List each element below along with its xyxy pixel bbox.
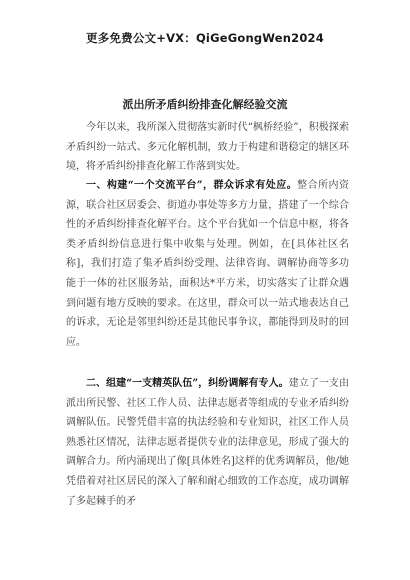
section-text: 建立了一支由派出所民警、社区工作人员、法律志愿者等组成的专业矛盾纠纷调解队伍。民警凭借丰富的执法经验和专业知识，社区工作人员熟悉社区情况，法律志愿者提供专业的法律意见，形成了强大的调解合力。所内涌现出了像[具体姓名]这样的优秀调解员，他/她凭借着对社区居民的深入了解和耐心细致的工作态度，成功调解了多起棘手的矛 — [66, 378, 349, 507]
intro-paragraph: 今年以来，我所深入贯彻落实新时代“枫桥经验”，积极探索矛盾纠纷一站式、多元化解机制，致力于构建和谐稳定的辖区环境，将矛盾纠纷排查化解工作落到实处。 — [66, 122, 349, 173]
section-heading: 一、构建“一个交流平台”，群众诉求有处应。 — [86, 180, 298, 191]
intro-block — [66, 118, 349, 177]
section-2 — [66, 374, 349, 511]
section-heading: 二、组建“一支精英队伍”，纠纷调解有专人。 — [86, 378, 289, 389]
header-watermark-text: 更多免费公文+VX：QiGeGongWen2024 — [86, 31, 324, 45]
section-paragraph — [66, 374, 349, 511]
document-title: 派出所矛盾纠纷排查化解经验交流 — [122, 98, 288, 111]
section-text: 整合所内资源，联合社区居委会、街道办事处等多方力量，搭建了一个综合性的矛盾纠纷排查化解平台。这个平台犹如一个信息中枢，将各类矛盾纠纷信息进行集中收集与处理。例如，在[具体社区名称]，我们打造了集矛盾纠纷受理、法律咨询、调解协商等多功能于一体的社区服务站，面积达*平方米，切实落实了让群众遇到问题有地方反映的要求。在这里，群众可以一站式地表达自己的诉求，无论是邻里纠纷还是其他民事争议，都能得到及时的回应。 — [66, 180, 349, 348]
section-paragraph — [66, 176, 349, 352]
section-1 — [66, 176, 349, 352]
